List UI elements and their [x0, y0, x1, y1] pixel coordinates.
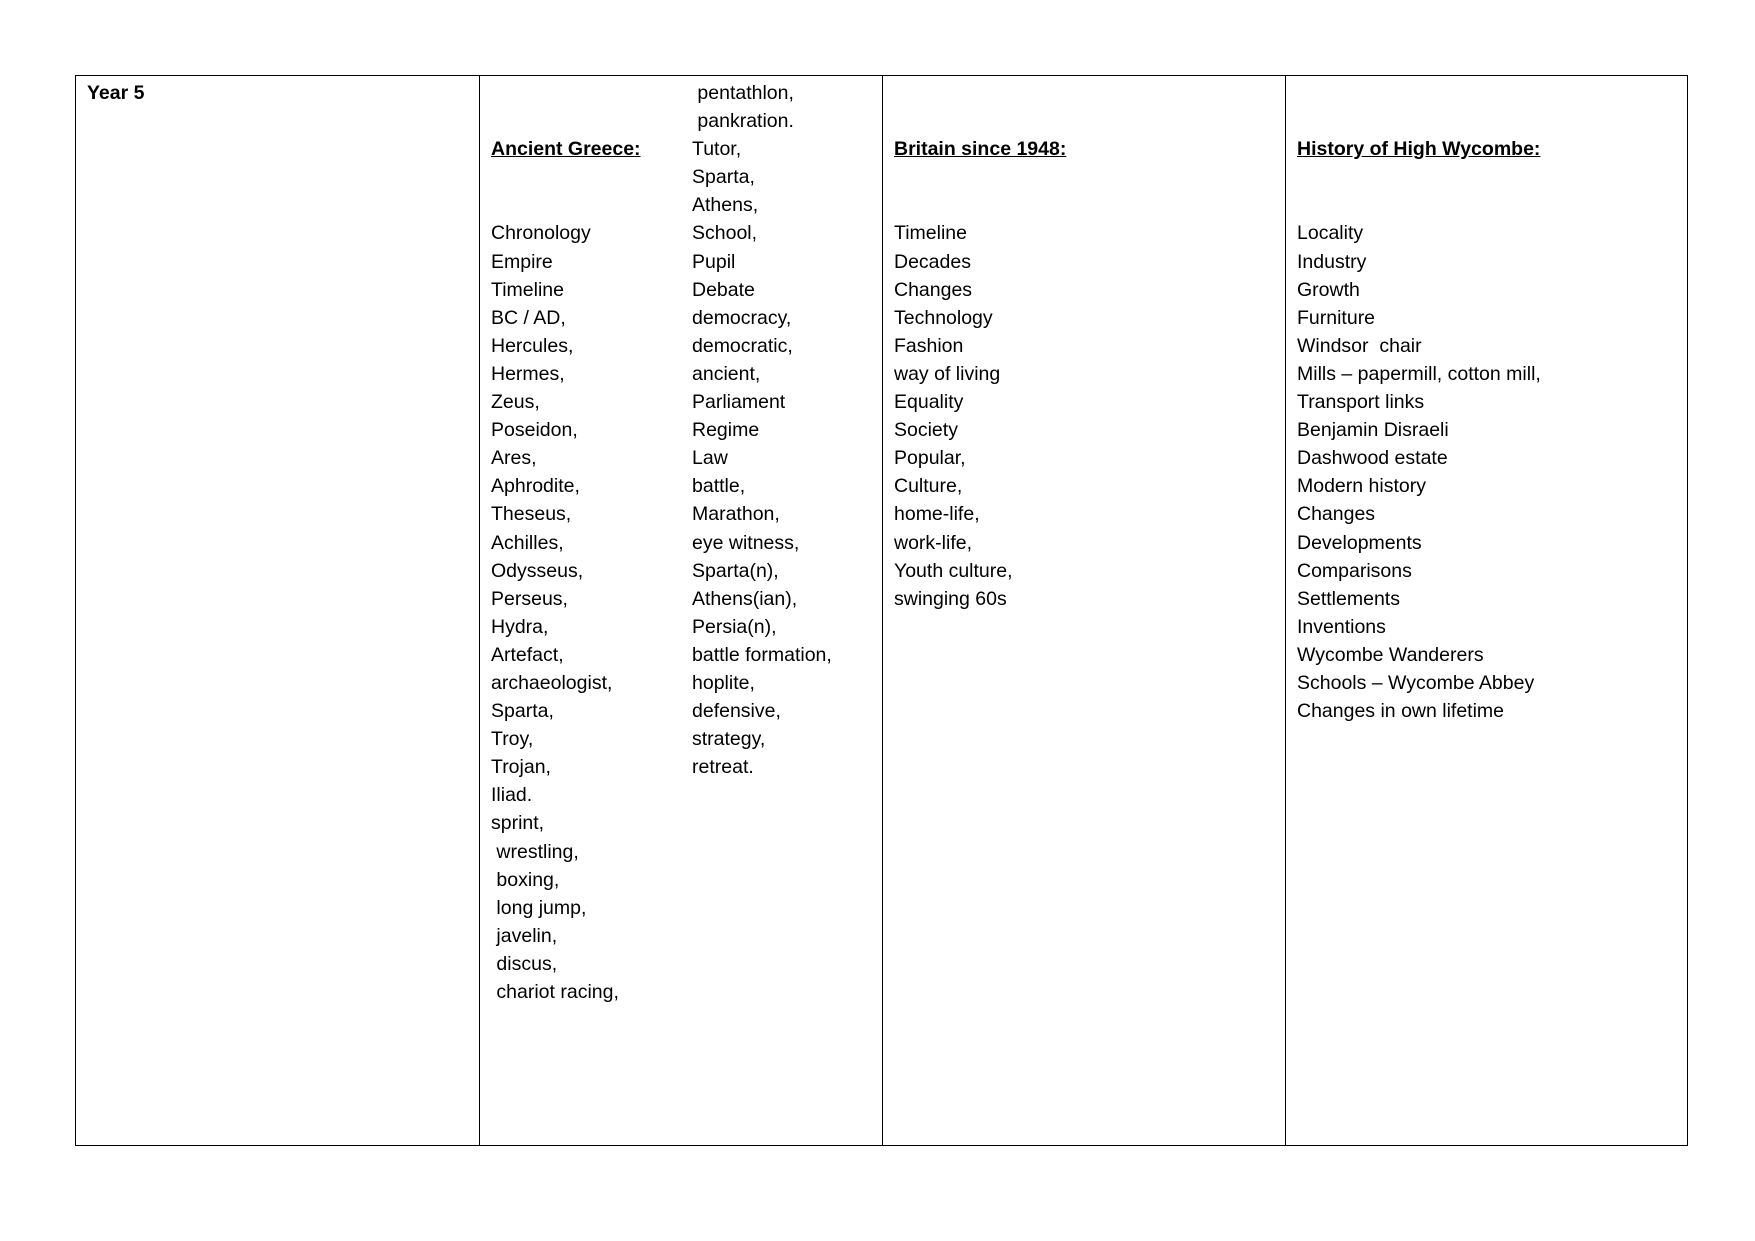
ancient-greece-column-2	[692, 79, 832, 781]
list-item: Technology	[894, 306, 993, 329]
list-item: Schools – Wycombe Abbey	[1297, 671, 1535, 694]
list-item: battle formation,	[692, 643, 832, 666]
list-item: defensive,	[692, 700, 781, 723]
list-item: Hercules,	[491, 334, 574, 357]
list-item: pentathlon,	[692, 82, 794, 104]
list-item: Debate	[692, 278, 755, 301]
list-item: ancient,	[692, 362, 761, 385]
list-item: Comparisons	[1297, 559, 1412, 582]
list-item: sprint,	[491, 812, 545, 835]
list-item: eye witness,	[692, 531, 800, 554]
list-item: archaeologist,	[491, 671, 613, 694]
list-item: Ares,	[491, 447, 537, 470]
list-item: democratic,	[692, 334, 793, 357]
list-item: democracy,	[692, 306, 792, 329]
britain-cell	[882, 76, 1285, 1145]
list-item: wrestling,	[491, 840, 579, 863]
list-item: Iliad.	[491, 784, 533, 807]
ancient-greece-heading: Ancient Greece:	[491, 138, 641, 161]
list-item: discus,	[491, 952, 558, 975]
list-item: Hermes,	[491, 362, 565, 385]
list-item: BC / AD,	[491, 306, 566, 329]
ancient-greece-column-1	[491, 79, 641, 1006]
list-item: Decades	[894, 250, 971, 273]
list-item: Popular,	[894, 447, 966, 470]
list-item: Aphrodite,	[491, 475, 580, 498]
list-item: Hydra,	[491, 615, 549, 638]
list-item: Industry	[1297, 250, 1367, 273]
wycombe-heading: History of High Wycombe:	[1297, 138, 1541, 161]
list-item: long jump,	[491, 896, 587, 919]
britain-heading: Britain since 1948:	[894, 138, 1067, 161]
wycombe-cell	[1285, 76, 1688, 1145]
list-item: Perseus,	[491, 587, 568, 610]
list-item: work-life,	[894, 531, 973, 554]
year-label: Year 5	[87, 82, 145, 104]
list-item: Pupil	[692, 250, 736, 273]
list-item: Odysseus,	[491, 559, 584, 582]
list-item: Equality	[894, 391, 964, 414]
list-item: way of living	[894, 362, 1001, 385]
curriculum-table	[75, 75, 1688, 1146]
list-item: battle,	[692, 475, 746, 498]
wycombe-list	[1297, 79, 1541, 725]
list-item: Timeline	[491, 278, 564, 301]
list-item: Fashion	[894, 334, 964, 357]
list-item: Troy,	[491, 728, 534, 751]
list-item: Regime	[692, 419, 760, 442]
list-item: Sparta,	[692, 166, 755, 189]
list-item: Furniture	[1297, 306, 1376, 329]
list-item: Society	[894, 419, 958, 442]
list-item: Changes in own lifetime	[1297, 700, 1505, 723]
list-item: Marathon,	[692, 503, 780, 526]
list-item: Modern history	[1297, 475, 1426, 498]
list-item: Changes	[1297, 503, 1376, 526]
list-item: Athens,	[692, 194, 759, 217]
list-item: home-life,	[894, 503, 980, 526]
list-item: Zeus,	[491, 391, 540, 414]
list-item: Empire	[491, 250, 553, 273]
list-item: Changes	[894, 278, 973, 301]
list-item: Developments	[1297, 531, 1422, 554]
list-item: Benjamin Disraeli	[1297, 419, 1449, 442]
list-item: Sparta,	[491, 700, 554, 723]
list-item: Achilles,	[491, 531, 564, 554]
list-item: Transport links	[1297, 391, 1425, 414]
ancient-greece-cell	[479, 76, 882, 1145]
list-item: javelin,	[491, 924, 558, 947]
list-item: Youth culture,	[894, 559, 1013, 582]
list-item: Parliament	[692, 391, 786, 414]
list-item: Athens(ian),	[692, 587, 798, 610]
list-item: Wycombe Wanderers	[1297, 643, 1484, 666]
list-item: Culture,	[894, 475, 963, 498]
list-item: Chronology	[491, 222, 591, 245]
list-item: strategy,	[692, 728, 766, 751]
list-item: Theseus,	[491, 503, 572, 526]
list-item: Law	[692, 447, 728, 470]
list-item: chariot racing,	[491, 981, 619, 1003]
list-item: Persia(n),	[692, 615, 777, 638]
britain-list	[894, 79, 1066, 613]
list-item: Locality	[1297, 222, 1364, 245]
list-item: Dashwood estate	[1297, 447, 1448, 470]
list-item: Trojan,	[491, 756, 551, 779]
list-item: Growth	[1297, 278, 1360, 301]
list-item: pankration.	[692, 110, 794, 133]
list-item: boxing,	[491, 868, 560, 891]
list-item: School,	[692, 222, 758, 245]
list-item: Sparta(n),	[692, 559, 779, 582]
list-item: Mills – papermill, cotton mill,	[1297, 362, 1541, 385]
list-item: Timeline	[894, 222, 967, 245]
list-item: Settlements	[1297, 587, 1400, 610]
list-item: Inventions	[1297, 615, 1386, 638]
list-item: Tutor,	[692, 138, 742, 161]
list-item: retreat.	[692, 756, 754, 779]
list-item: Windsor chair	[1297, 334, 1422, 357]
list-item: Poseidon,	[491, 419, 578, 442]
list-item: swinging 60s	[894, 587, 1007, 610]
list-item: hoplite,	[692, 671, 755, 694]
list-item: Artefact,	[491, 643, 564, 666]
